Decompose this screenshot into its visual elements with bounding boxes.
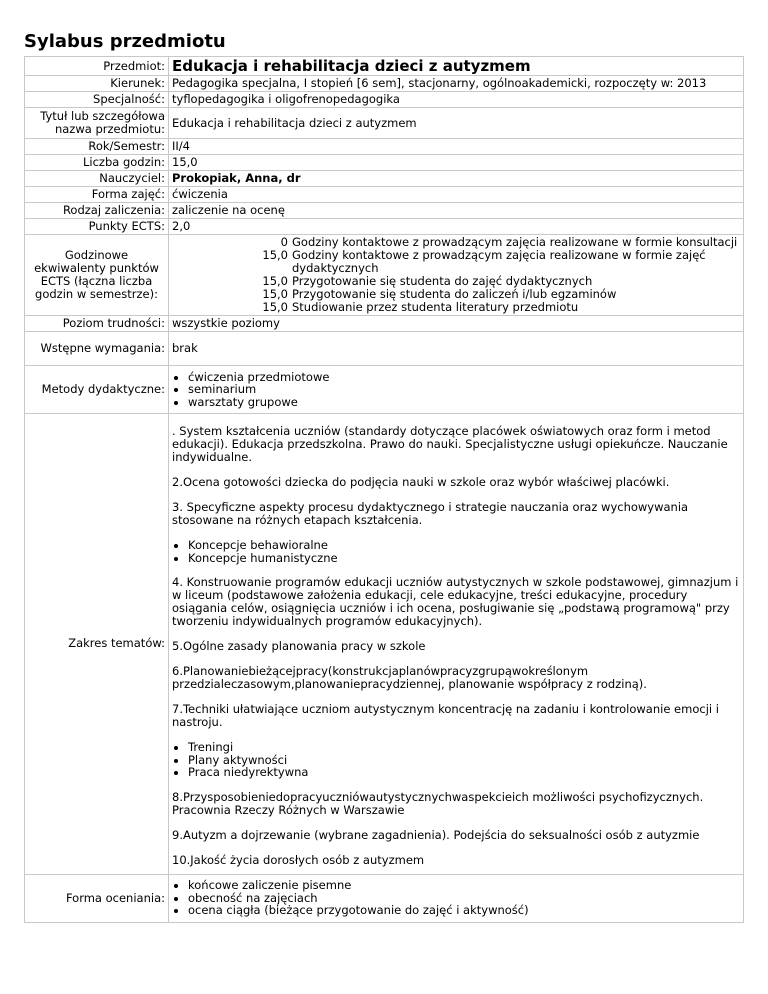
label-tytul <box>25 108 169 139</box>
hours-value: 15,0 <box>262 248 288 262</box>
hours-value: 15,0 <box>262 274 288 288</box>
value-poziom: wszystkie poziomy <box>169 316 744 332</box>
label-godzinowe <box>25 235 169 316</box>
label-godzinowe-line2: ekwiwalenty punktów <box>34 261 159 275</box>
list-item: • Koncepcje humanistyczne <box>188 552 740 565</box>
hours-description: Przygotowanie się studenta do zaliczeń i/lub egzaminów <box>292 287 617 301</box>
value-specjalnosc: tyflopedagogika i oligofrenopedagogika <box>169 92 744 108</box>
row-godzinowe <box>25 235 744 316</box>
row-zakres <box>25 414 744 875</box>
label-poziom: Poziom trudności: <box>25 316 169 332</box>
value-zakres <box>169 414 744 875</box>
list-item: • obecność na zajęciach <box>188 892 740 905</box>
label-ects: Punkty ECTS: <box>25 219 169 235</box>
hours-description: Studiowanie przez studenta literatury przedmiotu <box>292 300 579 314</box>
list-item: • seminarium <box>188 383 740 396</box>
assessment-list <box>172 879 740 917</box>
value-godzinowe <box>169 235 744 316</box>
row-zaliczenie <box>25 203 744 219</box>
hours-value: 15,0 <box>262 287 288 301</box>
hours-description: Przygotowanie się studenta do zajęć dydaktycznych <box>292 274 593 288</box>
value-rok: II/4 <box>169 139 744 155</box>
row-nauczyciel <box>25 171 744 187</box>
hours-value: 15,0 <box>262 300 288 314</box>
list-item: • Praca niedyrektywna <box>188 766 740 779</box>
value-wymagania: brak <box>169 332 744 366</box>
value-ocena <box>169 874 744 922</box>
topic-paragraph: 3. Specyficzne aspekty procesu dydaktycznego i strategie nauczania oraz wychowywania stosowane na różnych etapach kształcenia. <box>172 500 689 527</box>
list-item: • Plany aktywności <box>188 754 740 767</box>
list-item: • ćwiczenia przedmiotowe <box>188 371 740 384</box>
list-item: • ocena ciągła (bieżące przygotowanie do zajęć i aktywność) <box>188 904 740 917</box>
page-title: Sylabus przedmiotu <box>24 31 226 52</box>
label-nauczyciel: Nauczyciel: <box>25 171 169 187</box>
hours-description: Godziny kontaktowe z prowadzącym zajęcia realizowane w formie konsultacji <box>292 235 738 249</box>
row-forma <box>25 187 744 203</box>
label-specjalnosc: Specjalność: <box>25 92 169 108</box>
label-przedmiot: Przedmiot: <box>25 57 169 76</box>
value-kierunek: Pedagogika specjalna, I stopień [6 sem], stacjonarny, ogólnoakademicki, rozpoczęty w: 2013 <box>169 76 744 92</box>
topic-list <box>172 741 740 779</box>
syllabus-table <box>24 56 744 923</box>
label-tytul-line1: Tytuł lub szczegółowa <box>40 109 165 123</box>
row-specjalnosc <box>25 92 744 108</box>
label-zakres: Zakres tematów: <box>25 414 169 875</box>
list-item: • końcowe zaliczenie pisemne <box>188 879 740 892</box>
label-godzinowe-line1: Godzinowe <box>64 248 129 262</box>
row-metody <box>25 366 744 414</box>
topic-paragraph: 8.Przysposobieniedopracyuczniówautystycznychwaspekcieich możliwości psychofizycznych. Pracownia Rzeczy Różnych w Warszawie <box>172 789 704 817</box>
value-tytul: Edukacja i rehabilitacja dzieci z autyzmem <box>169 108 744 139</box>
value-godziny: 15,0 <box>169 155 744 171</box>
topic-paragraph: 4. Konstruowanie programów edukacji uczniów autystycznych w szkole podstawowej, gimnazjum i w liceum (podstawowe założenia edukacji, cele edukacyjne, treści edukacyjne, procedury osiągania celów, osiągnięcia uczniów i ich ocena, posługiwanie się „podstawą programową" przy tworzeniu indywidualnych programów edukacyjnych). <box>172 575 739 628</box>
value-forma: ćwiczenia <box>169 187 744 203</box>
hours-item <box>172 301 740 314</box>
topic-paragraph: 6.Planowaniebieżącejpracy(konstrukcjaplanówpracyzgrupąwokreślonym przedzialeczasowym,planowaniepracydziennej, planowanie współpracy z rodziną). <box>172 664 647 691</box>
topic-paragraph: 5.Ogólne zasady planowania pracy w szkole <box>172 639 426 653</box>
value-zaliczenie: zaliczenie na ocenę <box>169 203 744 219</box>
label-rok: Rok/Semestr: <box>25 139 169 155</box>
value-metody <box>169 366 744 414</box>
label-kierunek: Kierunek: <box>25 76 169 92</box>
topic-paragraph: 7.Techniki ułatwiające uczniom autystycznym koncentrację na zadaniu i kontrolowanie emocji i nastroju. <box>172 702 719 729</box>
label-godzinowe-line3: ECTS (łączna liczba <box>40 274 153 288</box>
row-kierunek <box>25 76 744 92</box>
row-wymagania <box>25 332 744 366</box>
hours-description: Godziny kontaktowe z prowadzącym zajęcia realizowane w formie zajęć dydaktycznych <box>292 248 706 275</box>
row-rok <box>25 139 744 155</box>
label-godzinowe-line4: godzin w semestrze): <box>35 287 158 301</box>
label-tytul-line2: nazwa przedmiotu: <box>54 122 165 136</box>
list-item: • Koncepcje behawioralne <box>188 539 740 552</box>
label-godziny: Liczba godzin: <box>25 155 169 171</box>
hours-item <box>172 249 740 275</box>
label-forma: Forma zajęć: <box>25 187 169 203</box>
methods-list <box>172 371 740 409</box>
topic-paragraph: 2.Ocena gotowości dziecka do podjęcia nauki w szkole oraz wybór właściwej placówki. <box>172 475 670 489</box>
hours-value: 0 <box>280 235 288 249</box>
row-przedmiot <box>25 57 744 76</box>
value-nauczyciel: Prokopiak, Anna, dr <box>169 171 744 187</box>
label-metody: Metody dydaktyczne: <box>25 366 169 414</box>
row-tytul <box>25 108 744 139</box>
label-zaliczenie: Rodzaj zaliczenia: <box>25 203 169 219</box>
value-ects: 2,0 <box>169 219 744 235</box>
row-poziom <box>25 316 744 332</box>
topic-paragraph: 9.Autyzm a dojrzewanie (wybrane zagadnienia). Podejścia do seksualności osób z autyzmie <box>172 827 700 842</box>
list-item: • Treningi <box>188 741 740 754</box>
label-ocena: Forma oceniania: <box>25 874 169 922</box>
row-ects <box>25 219 744 235</box>
list-item: • warsztaty grupowe <box>188 396 740 409</box>
label-wymagania: Wstępne wymagania: <box>25 332 169 366</box>
topic-paragraph: . System kształcenia uczniów (standardy dotyczące placówek oświatowych oraz form i metod edukacji). Edukacja przedszkolna. Prawo do nauki. Specjalistyczne usługi opiekuńcze. Nauczanie indywidualne. <box>172 424 728 464</box>
row-godziny <box>25 155 744 171</box>
topic-paragraph: 10.Jakość życia dorosłych osób z autyzmem <box>172 852 425 867</box>
value-przedmiot: Edukacja i rehabilitacja dzieci z autyzmem <box>169 57 744 76</box>
topic-list <box>172 539 740 564</box>
row-ocena <box>25 874 744 922</box>
